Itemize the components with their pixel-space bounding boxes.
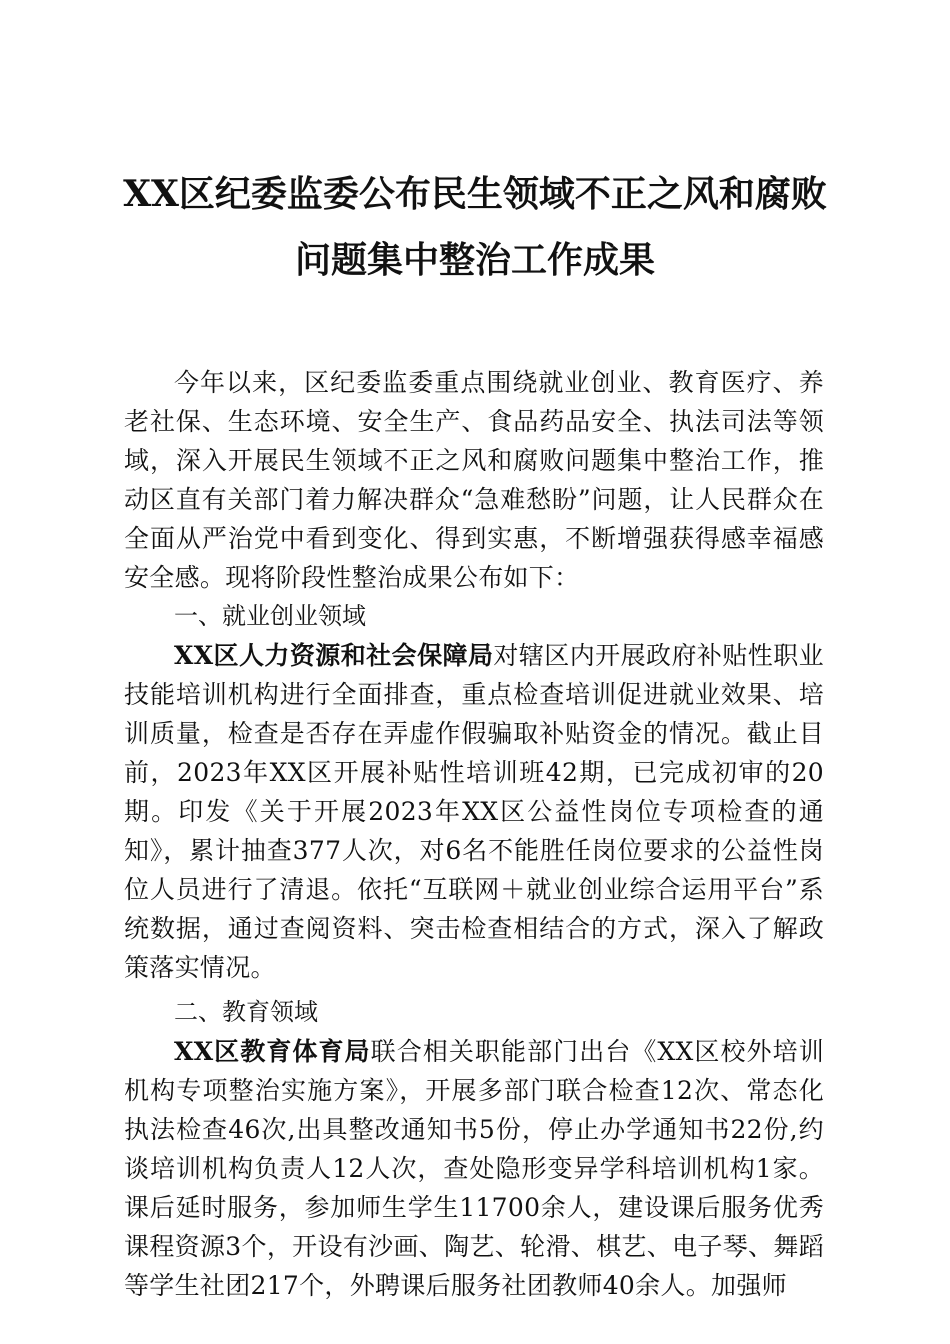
document-body xyxy=(124,363,824,1305)
section-heading-employment: 一、就业创业领域 xyxy=(174,602,366,630)
document-title-line-2: 问题集中整治工作成果 xyxy=(294,239,655,281)
document-title-line-1: XX区纪委监委公布民生领域不正之风和腐败 xyxy=(123,173,827,215)
section-paragraph-employment xyxy=(124,636,824,987)
org-name-hrss: XX区人力资源和社会保障局 xyxy=(174,641,494,670)
org-name-education-bureau: XX区教育体育局 xyxy=(174,1037,371,1066)
section-paragraph-education xyxy=(124,1032,824,1305)
section-heading-education: 二、教育领域 xyxy=(174,998,318,1026)
intro-paragraph: 今年以来，区纪委监委重点围绕就业创业、教育医疗、养老社保、生态环境、安全生产、食品药品安全、执法司法等领域，深入开展民生领域不正之风和腐败问题集中整治工作，推动区直有关部门着力解决群众“急难愁盼”问题，让人民群众在全面从严治党中看到变化、得到实惠，不断增强获得感幸福感安全感。现将阶段性整治成果公布如下： xyxy=(124,368,824,592)
section-text-employment: 对辖区内开展政府补贴性职业技能培训机构进行全面排查，重点检查培训促进就业效果、培训质量，检查是否存在弄虚作假骗取补贴资金的情况。截止目前，2023年XX区开展补贴性培训班42期，已完成初审的20期。印发《关于开展2023年XX区公益性岗位专项检查的通知》，累计抽查377人次，对6名不能胜任岗位要求的公益性岗位人员进行了清退。依托“互联网＋就业创业综合运用平台”系统数据，通过查阅资料、突击检查相结合的方式，深入了解政策落实情况。 xyxy=(124,641,824,982)
section-text-education: 联合相关职能部门出台《XX区校外培训机构专项整治实施方案》，开展多部门联合检查12次、常态化执法检查46次,出具整改通知书5份，停止办学通知书22份,约谈培训机构负责人12人次，查处隐形变异学科培训机构1家。课后延时服务，参加师生学生11700余人，建设课后服务优秀课程资源3个，开设有沙画、陶艺、轮滑、棋艺、电子琴、舞蹈等学生社团217个，外聘课后服务社团教师40余人。加强师 xyxy=(124,1037,825,1300)
